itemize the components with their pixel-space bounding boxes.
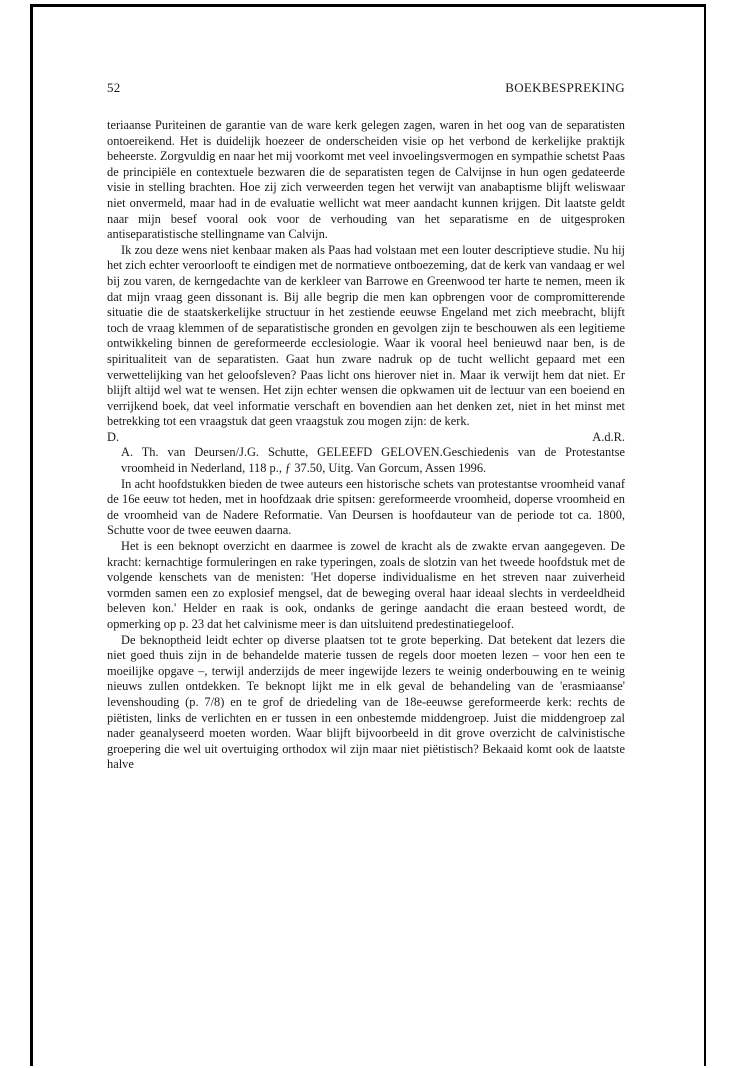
signature-reviewer: A.d.R. (592, 429, 625, 444)
document-page (107, 80, 625, 773)
book-citation: A. Th. van Deursen/J.G. Schutte, GELEEFD GELOVEN.Geschiedenis van de Protestantse vroomheid in Nederland, 118 p., ƒ 37.50, Uitg. Van Gorcum, Assen 1996. (121, 445, 625, 476)
scan-border-left (30, 4, 33, 1066)
scan-border-right (704, 4, 706, 1066)
running-header (107, 80, 625, 96)
scan-border-top (30, 4, 706, 7)
section-title: BOEKBESPREKING (505, 80, 625, 95)
review-signature (107, 430, 625, 446)
body-text (107, 118, 625, 773)
signature-initial: D. (107, 429, 120, 444)
page-number: 52 (107, 80, 121, 95)
paragraph: teriaanse Puriteinen de garantie van de ware kerk gelegen zagen, waren in het oog van de separatisten ontoereikend. Het is duidelijk hoezeer de onderscheiden visie op het verbond de kerkelijke praktijk beheerste. Zorgvuldig en naar het mij voorkomt met veel invoelingsvermogen en sympathie schetst Paas de principiële en contextuele bezwaren die de separatisten tegen de Calvijnse in hun ogen gedateerde visie in stelling brachten. Hoe zij zich verweerden tegen het verwijt van anabaptisme blijft weliswaar niet onvermeld, maar had in de evaluatie wellicht wat meer aandacht kunnen krijgen. Dit laatste geldt naar mijn besef vooral ook voor de verhouding van het separatisme en de uitgesproken antiseparatistische stellingname van Calvijn. (107, 118, 625, 242)
paragraph: In acht hoofdstukken bieden de twee auteurs een historische schets van protestantse vroomheid vanaf de 16e eeuw tot heden, met in hoofdzaak drie spitsen: gereformeerde vroomheid, doperse vroomheid en de vroomheid van de Nadere Reformatie. Van Deursen is hoofdauteur van de periode tot ca. 1800, Schutte voor de twee eeuwen daarna. (107, 476, 625, 538)
paragraph: Ik zou deze wens niet kenbaar maken als Paas had volstaan met een louter descriptieve studie. Nu hij het zich echter veroorlooft te eindigen met de normatieve ontboezeming, dat de kerk van vandaag er wel bij zou varen, de kerngedachte van de kerkleer van Barrowe en Greenwood ter harte te nemen, meen ik dat mijn vraag geen dissonant is. Bij alle begrip die men kan opbrengen voor de compromitterende situatie die de staatskerkelijke structuur in het zestiende eeuwse Engeland met zich meebracht, blijft toch de vraag klemmen of de separatistische gronden en gevolgen zijn te beschouwen als een legitieme ontwikkeling binnen de gereformeerde ecclesiologie. Waar ik vooral heel benieuwd naar ben, is de spiritualiteit van de separatisten. Gaat hun zware nadruk op de tucht wellicht gepaard met een verwettelijking van het geloofsleven? Paas licht ons hierover niet in. Maar ik verwijt hem dat niet. Er blijft altijd wel wat te wensen. Het zijn echter wensen die opkwamen uit de lectuur van een boeiend en verrijkend boek, dat veel informatie verschaft en bovendien aan het denken zet, niet in het minst met betrekking tot een vraagstuk dat geen vraagstuk zou mogen zijn: de kerk. (107, 242, 625, 429)
paragraph: De beknoptheid leidt echter op diverse plaatsen tot te grote beperking. Dat betekent dat lezers die niet goed thuis zijn in de behandelde materie tussen de regels door moeten lezen – voor hen een te moeilijke opgave –, terwijl anderzijds de meer ingewijde lezers te weinig onderbouwing en te weinig nieuws zullen ontdekken. Te beknopt lijkt me in elk geval de behandeling van de 'erasmiaanse' levenshouding (p. 7/8) en te grof de driedeling van de 18e-eeuwse gereformeerde kerk: rechts de piëtisten, links de verlichten en er tussen in een onbestemde middengroep. Juist die middengroep zal nader geanalyseerd moeten worden. Waar blijft bijvoorbeeld in dit grove overzicht de calvinistische groepering die wel uit overtuiging orthodox wil zijn maar niet piëtistisch? Bekaaid komt ook de laatste halve (107, 632, 625, 772)
paragraph: Het is een beknopt overzicht en daarmee is zowel de kracht als de zwakte ervan aangegeven. De kracht: kernachtige formuleringen en rake typeringen, zoals de slotzin van het tweede hoofdstuk met de volgende kenschets van de menisten: 'Het doperse individualisme en het streven naar zuiverheid vormden samen een zo explosief mengsel, dat de beweging overal haar ideaal slechts in verdeeldheid beleven kon.' Helder en raak is ook, ondanks de geringe aandacht die eraan besteed wordt, de opmerking op p. 23 dat het calvinisme meer is dan uitsluitend predestinatiegeloof. (107, 539, 625, 631)
